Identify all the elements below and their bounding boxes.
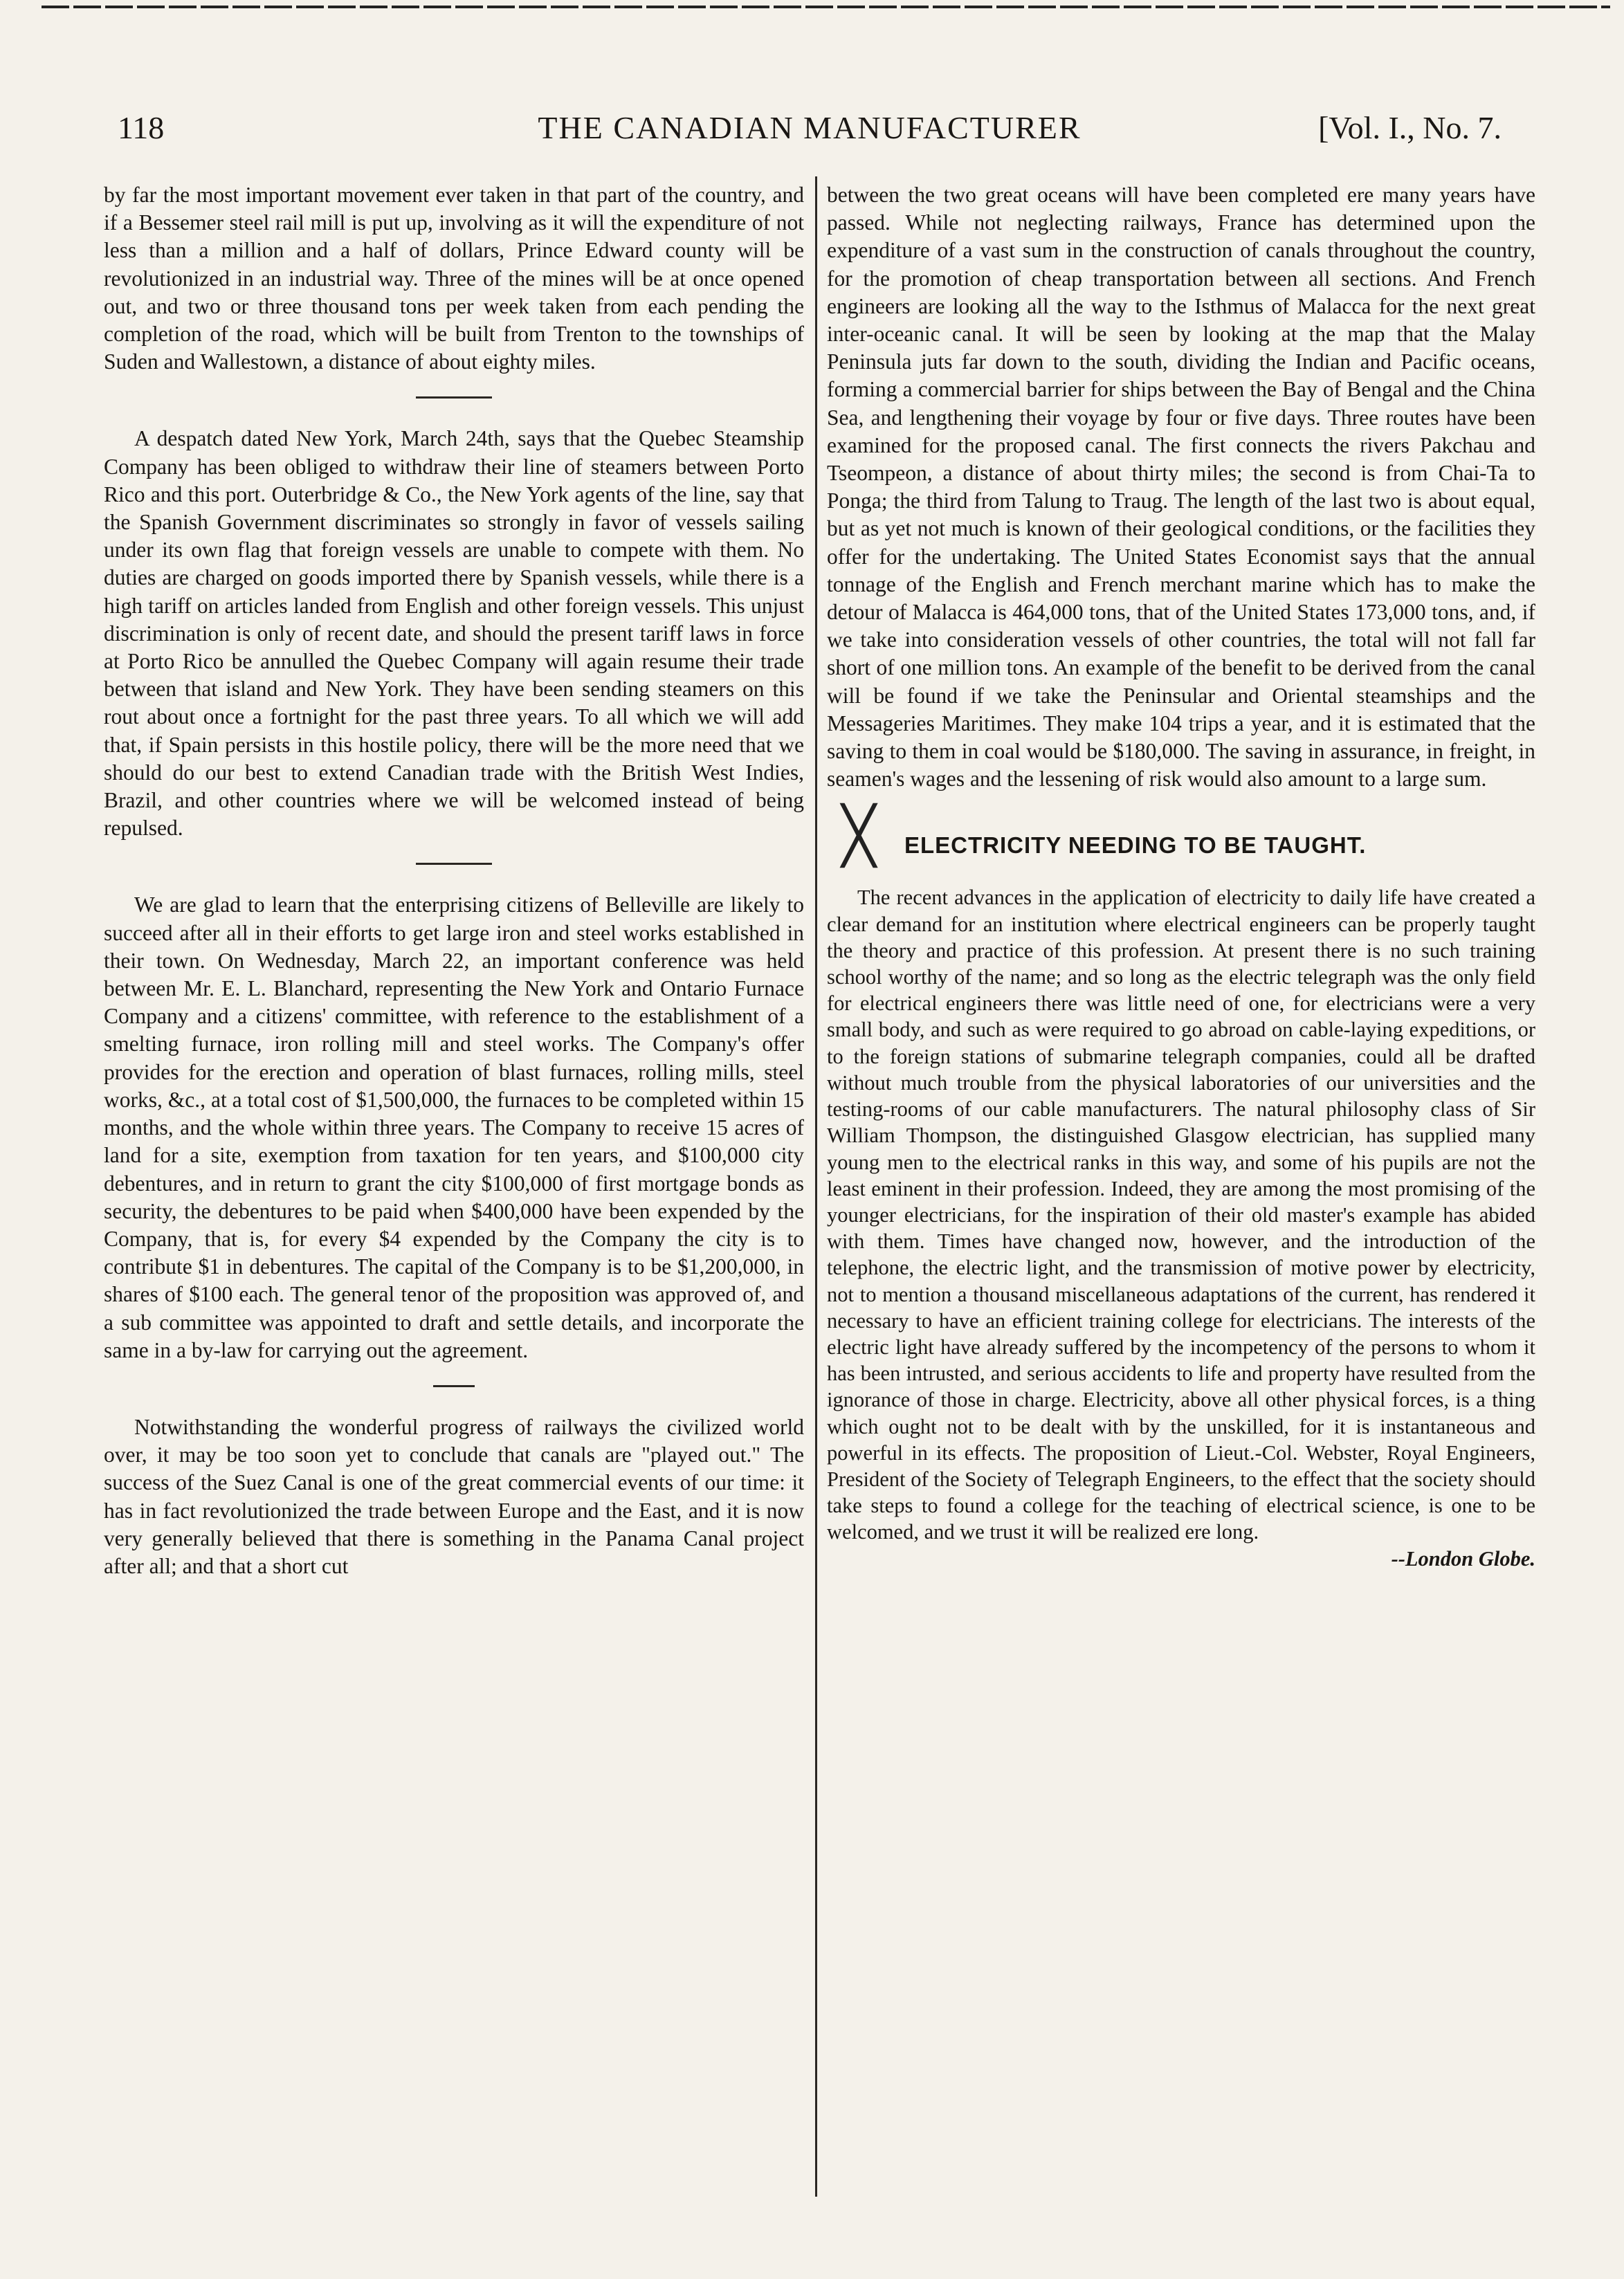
article-separator — [416, 863, 492, 865]
article-paragraph: We are glad to learn that the enterprising citizens of Belleville are likely to succeed after all in their efforts to get large iron and steel works established in their town. On Wednesday, March 22, an important conference was held between Mr. E. L. Blanchard, representing the New York and Ontario Furnace Company and a citizens' committee, with reference to the establishment of a smelting furnace, iron rolling mill and steel works. The Company's offer provides for the erection and operation of blast furnaces, rolling mills, steel works, &c., at a total cost of $1,500,000, the furnaces to be completed within 15 months, and the whole within three years. The Company to receive 15 acres of land for a site, exemption from taxation for ten years, and $100,000 city debentures, and in return to grant the city $100,000 of first mortgage bonds as security, the debentures to be paid when $400,000 have been expended by the Company, that is, for every $4 expended by the Company the city is to contribute $1 in debentures. The capital of the Company is to be $1,200,000, in shares of $100 each. The general tenor of the proposition was approved of, and a sub committee was appointed to draft and settle details, and incorporate the same in a by-law for carrying out the agreement. — [104, 893, 804, 1362]
page-header — [104, 102, 1515, 151]
column-divider — [815, 176, 817, 2197]
page-number: 118 — [118, 110, 165, 145]
article-heading-block — [827, 803, 1535, 872]
article-paragraph: The recent advances in the application of electricity to daily life have created a clear demand for an institution where electrical engineers can be properly taught the theory and practice of this profession. At present there is no such training school worthy of the name; and so long as the electric telegraph was the only field for electrical engineers there was little need of one, for electricians were a very small body, and such as were required to go abroad on cable-laying expeditions, or to the foreign stations of submarine telegraph companies, could all be drafted without much trouble from the physical laboratories of our universities and the testing-rooms of our cable manufacturers. The natural philosophy class of Sir William Thompson, the distinguished Glasgow electrician, has supplied many young men to the electrical ranks in this way, and some of his pupils are not the least eminent in their profession. Indeed, they are among the most promising of the younger electricians, for the inspiration of their old master's example has abided with them. Times have changed now, however, and the introduction of the telephone, the electric light, and the transmission of motive power by electricity, not to mention a thousand miscellaneous adaptations of the current, has rendered it necessary to have an efficient training college for electricians. The interests of the electric light have already suffered by the incompetency of the persons to whom it has been intrusted, and serious accidents to life and property have resulted from the ignorance of those in charge. Electricity, above all other physical forces, is a thing which ought not to be dealt with by the unskilled, for it is instantaneous and powerful in its effects. The proposition of Lieut.-Col. Webster, Royal Engineers, President of the Society of Telegraph Engineers, to the effect that the society should take steps to found a college for the teaching of electrical science, is one to be welcomed, and we trust it will be realized ere long. — [827, 886, 1535, 1544]
article-source: --London Globe. — [1391, 1546, 1535, 1571]
article-paragraph: Notwithstanding the wonderful progress of railways the civilized world over, it may be too soon yet to conclude that canals are "played out." The success of the Suez Canal is one of the great commercial events of our time: it has in fact revolutionized the trade between Europe and the East, and it is now very generally believed that there is something in the Panama Canal project after all; and that a short cut — [104, 1414, 804, 1578]
article-paragraph: by far the most important movement ever taken in that part of the country, and if a Bessemer steel rail mill is put up, involving as it will the expenditure of not less than a million and a half of dollars, Prince Edward county will be revolutionized in an industrial way. Three of the mines will be at once opened out, and two or three thousand tons per week taken from each pending the completion of the road, which will be built from Trenton to the townships of Suden and Wallestown, a distance of about eighty miles. — [104, 183, 804, 374]
article-heading: ELECTRICITY NEEDING TO BE TAUGHT. — [904, 832, 1367, 859]
article-paragraph: between the two great oceans will have been completed ere many years have passed. While not neglecting railways, France has determined upon the expenditure of a vast sum in the construction of canals throughout the country, for the promotion of cheap transportation between all sections. And French engineers are looking all the way to the Isthmus of Malacca for the next great inter-oceanic canal. It will be seen by looking at the map that the Malay Peninsula juts far down to the south, dividing the Indian and Pacific oceans, forming a commercial barrier for ships between the Bay of Bengal and the China Sea, and lengthening their voyage by four or five days. Three routes have been examined for the proposed canal. The first connects the rivers Pakchau and Tseompeon, a distance of about thirty miles; the second is from Chai-Ta to Ponga; the third from Talung to Traug. The length of the last two is about equal, but as yet not much is known of their geological conditions, or the facilities they offer for the undertaking. The United States Economist says that the annual tonnage of the English and French merchant marine which has to make the detour of Malacca is 464,000 tons, that of the United States 173,000 tons, and, if we take into consideration vessels of other countries, the total will not fall far short of one million tons. An example of the benefit to be derived from the canal will be found if we take the Peninsular and Oriental steamships and the Messageries Maritimes. They make 104 trips a year, and it is estimated that the saving to them in coal would be $180,000. The saving in assurance, in freight, in seamen's wages and the lessening of risk would also amount to a large sum. — [827, 183, 1535, 791]
article-paragraph: A despatch dated New York, March 24th, says that the Quebec Steamship Company has been obliged to withdraw their line of steamers between Porto Rico and this port. Outerbridge & Co., the New York agents of the line, say that the Spanish Government discriminates so strongly in favor of vessels sailing under its own flag that foreign vessels are unable to compete with them. No duties are charged on goods imported there by Spanish vessels, while there is a high tariff on articles landed from English and other foreign vessels. This unjust discrimination is only of recent date, and should the present tariff laws in force at Porto Rico be annulled the Quebec Company will again resume their trade between that island and New York. They have been sending steamers on this rout about once a fortnight for the past three years. To all which we will add that, if Spain persists in this hostile policy, there will be the more need that we should do our best to extend Canadian trade with the British West Indies, Brazil, and other countries where we will be welcomed instead of being repulsed. — [104, 426, 804, 841]
article-separator — [416, 396, 492, 399]
article-separator — [433, 1385, 475, 1387]
handwritten-x-mark: ╳ — [842, 803, 876, 868]
journal-title: THE CANADIAN MANUFACTURER — [538, 110, 1082, 145]
right-column — [827, 181, 1535, 1572]
volume-number: [Vol. I., No. 7. — [1318, 110, 1502, 145]
top-border-line — [42, 6, 1610, 8]
left-column — [104, 181, 804, 1580]
